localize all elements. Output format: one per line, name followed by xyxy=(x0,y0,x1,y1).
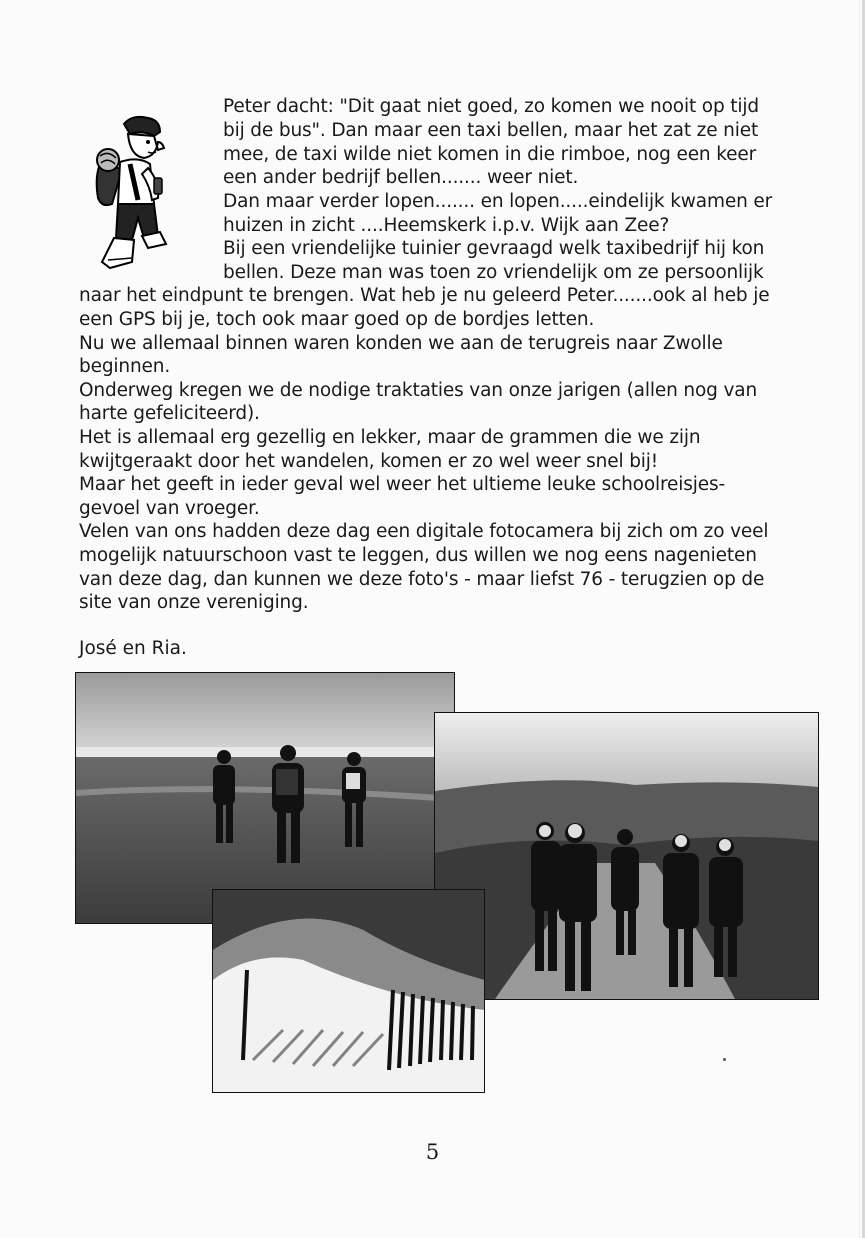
article-line: Het is allemaal erg gezellig en lekker, maar de grammen die we zijn xyxy=(79,427,701,448)
hiker-cartoon xyxy=(88,112,208,282)
article-line: een GPS bij je, toch ook maar goed op de bordjes letten. xyxy=(79,309,595,330)
article-line: mogelijk natuurschoon vast te leggen, dus willen we nog eens nagenieten xyxy=(79,545,757,566)
article-line: harte gefeliciteerd). xyxy=(79,403,260,424)
article-line: huizen in zicht ....Heemskerk i.p.v. Wijk aan Zee? xyxy=(223,215,670,236)
article-line: kwijtgeraakt door het wandelen, komen er zo wel weer snel bij! xyxy=(79,451,659,472)
article-line: Dan maar verder lopen....... en lopen.....eindelijk kwamen er xyxy=(223,191,773,212)
group-dunes-photo xyxy=(434,712,819,1000)
article-line: Peter dacht: "Dit gaat niet goed, zo komen we nooit op tijd xyxy=(223,96,759,117)
beach-walk-photo xyxy=(75,672,455,924)
article-line: beginnen. xyxy=(79,356,171,377)
page-number: 5 xyxy=(425,1140,440,1164)
page-edge-shadow xyxy=(859,0,860,1238)
article-line: van deze dag, dan kunnen we deze foto's - maar liefst 76 - terugzien op de xyxy=(79,569,765,590)
article-line: Nu we allemaal binnen waren konden we aan de terugreis naar Zwolle xyxy=(79,333,723,354)
dune-fence-photo xyxy=(212,889,485,1093)
article-line: site van onze vereniging. xyxy=(79,592,309,613)
article-line: Onderweg kregen we de nodige traktaties van onze jarigen (allen nog van xyxy=(79,380,758,401)
article-line: bellen. Deze man was toen zo vriendelijk om ze persoonlijk xyxy=(223,262,764,283)
article-line: naar het eindpunt te brengen. Wat heb je nu geleerd Peter.......ook al heb je xyxy=(79,285,770,306)
article-line: Velen van ons hadden deze dag een digitale fotocamera bij zich om zo veel xyxy=(79,521,769,542)
article-line: Maar het geeft in ieder geval wel weer het ultieme leuke schoolreisjes- xyxy=(79,474,726,495)
article-line: bij de bus". Dan maar een taxi bellen, maar het zat ze niet xyxy=(223,120,759,141)
article-line: Bij een vriendelijke tuinier gevraagd welk taxibedrijf hij kon xyxy=(223,238,765,259)
article-line: mee, de taxi wilde niet komen in die rimboe, nog een keer xyxy=(223,144,757,165)
article-line: gevoel van vroeger. xyxy=(79,498,260,519)
article-line: een ander bedrijf bellen....... weer niet. xyxy=(223,167,579,188)
print-speck xyxy=(723,1058,726,1061)
signature: José en Ria. xyxy=(79,638,187,659)
